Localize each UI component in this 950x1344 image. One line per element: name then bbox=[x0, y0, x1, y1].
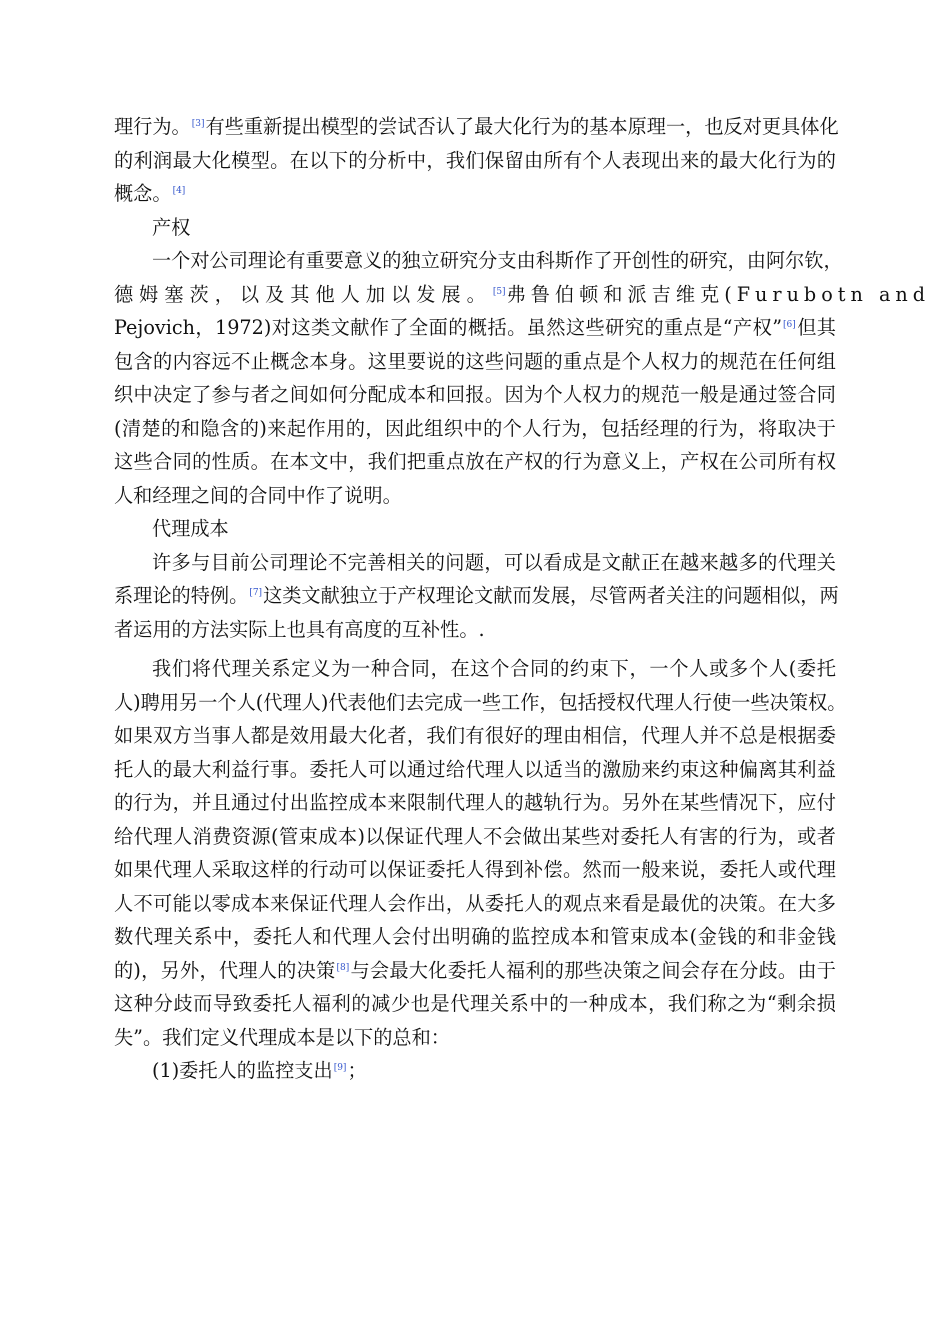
text-line: 的行为，并且通过付出监控成本来限制代理人的越轨行为。另外在某些情况下，应付 bbox=[114, 791, 836, 814]
text-line: 一个对公司理论有重要意义的独立研究分支由科斯作了开创性的研究，由阿尔钦， bbox=[152, 249, 843, 272]
text-line: 许多与目前公司理论不完善相关的问题，可以看成是文献正在越来越多的代理关 bbox=[152, 550, 836, 574]
text-line: 如果双方当事人都是效用最大化者，我们有很好的理由相信，代理人并不总是根据委 bbox=[114, 724, 836, 747]
text-segment: Pejovich，1972)对这类文献作了全面的概括。虽然这些研究的重点是“产权” bbox=[114, 316, 783, 339]
text-line bbox=[114, 278, 931, 312]
text-line: 的利润最大化模型。在以下的分析中，我们保留由所有个人表现出来的最大化行为的 bbox=[114, 148, 836, 172]
text-line: 这种分歧而导致委托人福利的减少也是代理关系中的一种成本，我们称之为“剩余损 bbox=[114, 992, 836, 1015]
footnote-ref[interactable]: [4] bbox=[172, 186, 186, 196]
text-segment: 理行为。 bbox=[114, 115, 191, 138]
text-segment: 概念。 bbox=[114, 182, 172, 205]
text-line bbox=[114, 177, 836, 211]
list-item bbox=[114, 1054, 836, 1088]
text-line: 人不可能以零成本来保证代理人会作出，从委托人的观点来看是最优的决策。在大多 bbox=[114, 891, 836, 915]
body-text bbox=[114, 110, 931, 1088]
text-line bbox=[114, 954, 836, 988]
text-line: 失”。我们定义代理成本是以下的总和： bbox=[114, 1025, 450, 1049]
text-segment: 德姆塞茨，以及其他人加以发展。 bbox=[114, 282, 492, 306]
text-line bbox=[114, 579, 839, 613]
section-heading: 产权 bbox=[152, 215, 191, 239]
footnote-ref[interactable]: [7] bbox=[249, 588, 263, 598]
footnote-ref[interactable]: [3] bbox=[191, 119, 205, 129]
text-segment: 弗鲁伯顿和派吉维克(Furubotn and bbox=[506, 282, 931, 306]
text-line: 这些合同的性质。在本文中，我们把重点放在产权的行为意义上，产权在公司所有权 bbox=[114, 450, 836, 473]
text-segment: 的)，另外，代理人的决策 bbox=[114, 958, 336, 982]
text-segment: ； bbox=[347, 1059, 367, 1082]
text-line: 如果代理人采取这样的行动可以保证委托人得到补偿。然而一般来说，委托人或代理 bbox=[114, 858, 836, 881]
footnote-ref[interactable]: [8] bbox=[336, 962, 350, 973]
footnote-ref[interactable]: [6] bbox=[783, 320, 796, 330]
text-line: 者运用的方法实际上也具有高度的互补性。. bbox=[114, 617, 485, 641]
footnote-ref[interactable]: [5] bbox=[492, 286, 506, 297]
text-line: 织中决定了参与者之间如何分配成本和回报。因为个人权力的规范一般是通过签合同 bbox=[114, 383, 836, 406]
text-line: (清楚的和隐含的)来起作用的，因此组织中的个人行为，包括经理的行为，将取决于 bbox=[114, 416, 836, 440]
text-line: 我们将代理关系定义为一种合同，在这个合同的约束下，一个人或多个人(委托 bbox=[152, 657, 836, 680]
text-line: 包含的内容远不止概念本身。这里要说的这些问题的重点是个人权力的规范在任何组 bbox=[114, 349, 836, 373]
text-line: 托人的最大利益行事。委托人可以通过给代理人以适当的激励来约束这种偏离其利益 bbox=[114, 757, 836, 781]
text-segment: 系理论的特例。 bbox=[114, 584, 249, 607]
text-line: 人和经理之间的合同中作了说明。 bbox=[114, 483, 402, 507]
footnote-ref[interactable]: [9] bbox=[333, 1063, 347, 1073]
text-line bbox=[114, 110, 839, 144]
text-segment: 这类文献独立于产权理论文献而发展，尽管两者关注的问题相似，两 bbox=[263, 584, 839, 607]
text-line: 给代理人消费资源(管束成本)以保证代理人不会做出某些对委托人有害的行为，或者 bbox=[114, 824, 836, 848]
text-segment: 有些重新提出模型的尝试否认了最大化行为的基本原理一，也反对更具体化 bbox=[205, 115, 839, 138]
section-heading: 代理成本 bbox=[152, 517, 229, 540]
text-segment: 但其 bbox=[796, 316, 836, 339]
text-segment: 与会最大化委托人福利的那些决策之间会存在分歧。由于 bbox=[350, 958, 836, 982]
text-line: 人)聘用另一个人(代理人)代表他们去完成一些工作，包括授权代理人行使一些决策权。 bbox=[114, 690, 847, 714]
text-segment: (1)委托人的监控支出 bbox=[152, 1059, 333, 1082]
text-line bbox=[114, 311, 836, 345]
text-line: 数代理关系中，委托人和代理人会付出明确的监控成本和管束成本(金钱的和非金钱 bbox=[114, 925, 836, 948]
